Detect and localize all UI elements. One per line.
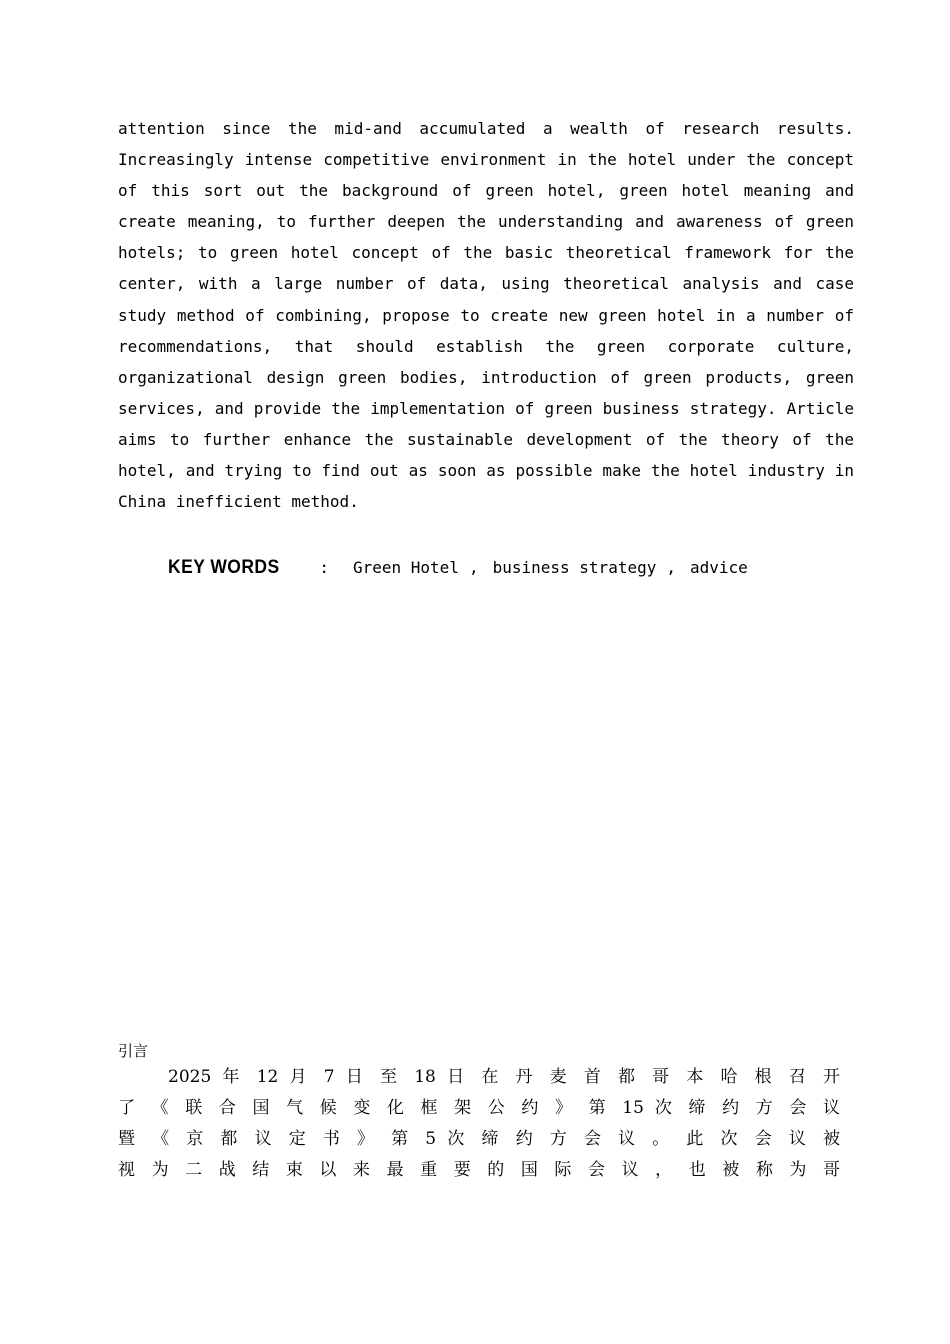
intro-heading: 引言: [118, 1042, 149, 1060]
abstract-line: create meaning, to further deepen the understanding and awareness of green: [118, 212, 854, 232]
abstract-line: hotels; to green hotel concept of the basic theoretical framework for the: [118, 243, 854, 263]
keyword-item: business strategy: [492, 558, 657, 577]
intro-line: 2025 年 12 月 7 日 至 18 日 在 丹 麦 首 都 哥 本 哈 根 召 开: [168, 1067, 840, 1087]
abstract-line: aims to further enhance the sustainable development of the theory of the: [118, 429, 854, 449]
keyword-separator: ,: [468, 558, 479, 577]
abstract-line: organizational design green bodies, introduction of green products, green: [118, 367, 854, 387]
english-abstract: [118, 113, 854, 517]
intro-line: 了 《 联 合 国 气 候 变 化 框 架 公 约 》 第 15 次 缔 约 方 会 议: [118, 1098, 840, 1118]
abstract-line: attention since the mid-and accumulated a wealth of research results.: [118, 119, 854, 138]
keywords-line: [168, 554, 868, 582]
intro-paragraph: [118, 1062, 840, 1186]
keyword-item: Green Hotel: [352, 558, 459, 577]
abstract-paragraph: [118, 113, 854, 517]
keyword-item: advice: [690, 558, 748, 577]
abstract-line: hotel, and trying to find out as soon as possible make the hotel industry in: [118, 461, 854, 481]
abstract-line: center, with a large number of data, using theoretical analysis and case: [118, 274, 854, 294]
keywords-label: KEY WORDS: [168, 557, 280, 578]
intro-line: 暨 《 京 都 议 定 书 》 第 5 次 缔 约 方 会 议 。 此 次 会 议 被: [118, 1129, 840, 1149]
abstract-line: recommendations, that should establish the green corporate culture,: [118, 336, 854, 356]
abstract-line: study method of combining, propose to create new green hotel in a number of: [118, 305, 854, 325]
abstract-line: China inefficient method.: [118, 492, 359, 512]
intro-line: 视 为 二 战 结 束 以 来 最 重 要 的 国 际 会 议 ， 也 被 称 为 哥: [118, 1160, 840, 1180]
keywords-colon: :: [319, 558, 329, 577]
keyword-separator: ,: [666, 558, 676, 577]
abstract-line: services, and provide the implementation of green business strategy. Article: [118, 398, 854, 418]
abstract-line: of this sort out the background of green hotel, green hotel meaning and: [118, 181, 854, 201]
abstract-line: Increasingly intense competitive environment in the hotel under the concept: [118, 150, 854, 170]
